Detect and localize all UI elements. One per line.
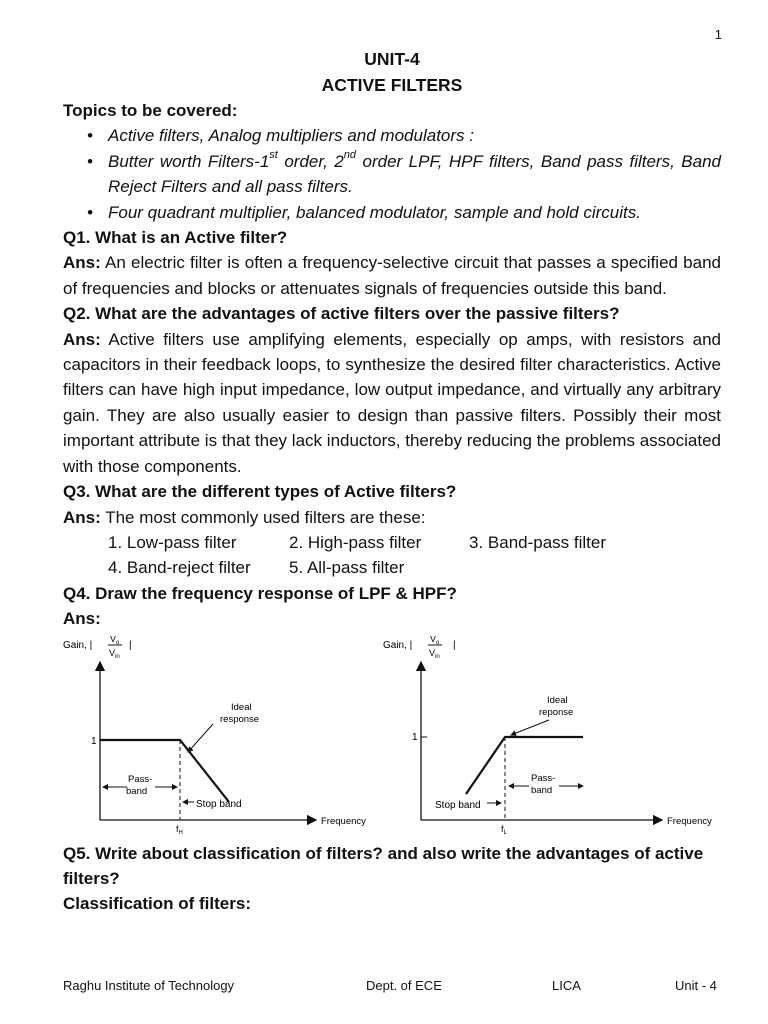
hpf-ideal-pointer	[511, 720, 549, 735]
lpf-passband-label2: band	[126, 785, 148, 797]
hpf-gain-label: Gain, |	[383, 639, 413, 651]
lpf-frequency-label: Frequency	[321, 815, 366, 827]
filter-type: 1. Low-pass filter	[108, 532, 237, 552]
unit-title: UNIT-4	[364, 49, 420, 69]
topic-item: • Four quadrant multiplier, balanced modulator, sample and hold circuits.	[87, 202, 641, 222]
q2-question: Q2. What are the advantages of active filters over the passive filters?	[63, 304, 620, 324]
q2-answer: Ans: Active filters use amplifying elements, especially op amps, with resistors and capacitors in their feedback loops, to synthesize the desired filter characteristics. Active filters can have high input impedance, low output impedance, and virtually any arbitrary gain. They are also usually easier to design than passive filters. Possibly their most important attribute is that they lack inductors, thereby reducing the problems associated with those components.	[63, 329, 721, 476]
footer-subject: LICA	[552, 978, 581, 993]
topics-heading: Topics to be covered:	[63, 101, 238, 120]
hpf-one-label: 1	[412, 731, 418, 743]
q1-answer: Ans: An electric filter is often a frequency-selective circuit that passes a specified band of frequencies and blocks or attenuates signals of frequencies outside this band.	[63, 253, 721, 298]
hpf-diagram	[383, 636, 712, 836]
lpf-response-label: response	[220, 713, 260, 725]
filter-types-row	[63, 555, 721, 580]
footer-unit: Unit - 4	[675, 978, 717, 993]
hpf-stopband-label: Stop band	[435, 799, 481, 811]
hpf-ideal-label: Ideal	[547, 694, 568, 706]
filter-type: 2. High-pass filter	[289, 532, 422, 552]
hpf-bar-label: |	[453, 639, 456, 651]
q4-question: Q4. Draw the frequency response of LPF & HPF?	[63, 583, 457, 603]
q3-answer: Ans: The most commonly used filters are these:	[63, 507, 426, 527]
topic-item: • Butter worth Filters-1st order, 2nd order LPF, HPF filters, Band pass filters, Band Reject Filters and all pass filters.	[87, 149, 721, 197]
frequency-response-figure	[63, 636, 725, 841]
topics-list	[63, 123, 721, 225]
lpf-passband-label1: Pass-	[128, 773, 153, 785]
lpf-cutoff-label: $f_H$	[176, 823, 183, 836]
lpf-diagram	[63, 636, 366, 836]
hpf-passband-label2: band	[531, 784, 553, 796]
lpf-vin-label: $V_{in}$	[109, 647, 120, 660]
hpf-response-curve	[466, 737, 583, 794]
lpf-gain-label: Gain, |	[63, 639, 93, 651]
lpf-response-curve	[100, 740, 229, 802]
classification-heading: Classification of filters:	[63, 894, 251, 914]
lpf-ideal-label: Ideal	[231, 701, 252, 713]
q3-question: Q3. What are the different types of Active filters?	[63, 482, 457, 502]
q5-question: Q5. Write about classification of filters? and also write the advantages of active filters?	[63, 843, 704, 888]
hpf-response-label: reponse	[539, 706, 574, 718]
filter-types-row	[63, 530, 721, 555]
lpf-vo-label: $V_o$	[110, 635, 120, 646]
chapter-title: ACTIVE FILTERS	[321, 75, 463, 95]
lpf-bar-label: |	[129, 639, 132, 651]
page-number: 1	[714, 27, 722, 42]
hpf-passband-label1: Pass-	[531, 772, 556, 784]
hpf-vo-label: $V_o$	[430, 635, 440, 646]
q1-question: Q1. What is an Active filter?	[63, 228, 288, 248]
document-body	[63, 46, 721, 917]
filter-type: 3. Band-pass filter	[469, 532, 607, 552]
hpf-frequency-label: Frequency	[667, 815, 712, 827]
footer-department: Dept. of ECE	[366, 978, 442, 993]
lpf-stopband-label: Stop band	[196, 798, 242, 810]
filter-type: 4. Band-reject filter	[108, 558, 251, 578]
hpf-cutoff-label: $f_L$	[501, 823, 507, 836]
q4-answer-label: Ans:	[63, 609, 101, 629]
footer-institute: Raghu Institute of Technology	[63, 978, 235, 993]
page-footer	[63, 978, 723, 996]
lpf-one-label: 1	[91, 735, 97, 747]
filter-type: 5. All-pass filter	[289, 558, 405, 578]
frequency-response-diagram	[63, 636, 725, 841]
topic-item: • Active filters, Analog multipliers and modulators :	[87, 126, 474, 146]
lpf-ideal-pointer	[188, 724, 213, 752]
hpf-vin-label: $V_{in}$	[429, 647, 440, 660]
